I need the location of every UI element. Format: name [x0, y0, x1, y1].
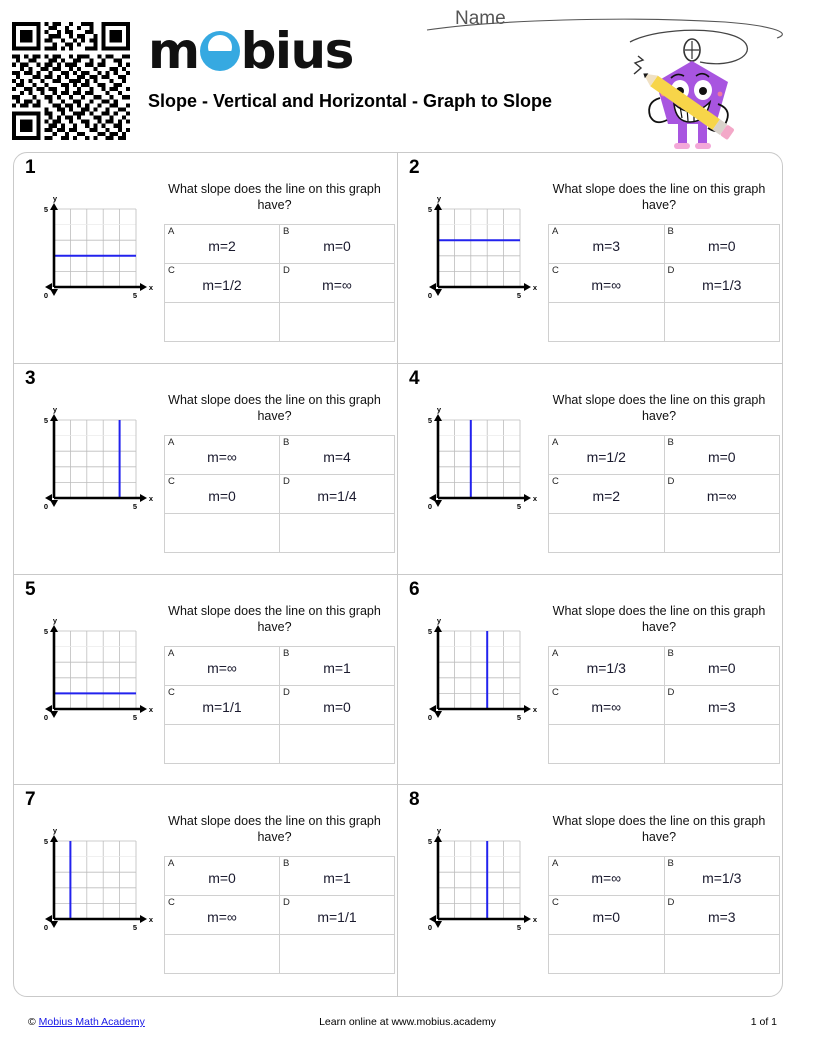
option-text: m=1/2	[586, 448, 626, 465]
coordinate-graph	[30, 823, 154, 941]
coordinate-graph	[30, 613, 154, 731]
option-text: m=∞	[706, 487, 737, 504]
option-letter: A	[168, 647, 175, 659]
logo-text-before: m	[148, 22, 199, 80]
option-text: m=∞	[591, 870, 622, 887]
option-letter: C	[552, 475, 559, 487]
graph-container	[398, 384, 548, 574]
question-prompt: What slope does the line on this graph have?	[552, 182, 766, 212]
option-text: m=1/2	[202, 277, 242, 293]
table-row	[165, 646, 395, 685]
copyright-link[interactable]: Mobius Math Academy	[38, 1016, 145, 1028]
option-letter: B	[283, 226, 290, 237]
option-text: m=∞	[207, 659, 237, 676]
answer-option-b[interactable]	[664, 435, 780, 474]
option-letter: C	[552, 897, 559, 909]
svg-text:5: 5	[132, 291, 138, 300]
answer-option-c[interactable]	[165, 474, 280, 513]
work-area-left[interactable]	[165, 303, 280, 342]
graph-container	[14, 805, 164, 996]
page-number: 1 of 1	[750, 1016, 777, 1028]
table-row	[165, 264, 395, 303]
answer-option-d[interactable]	[280, 685, 395, 724]
svg-text:y: y	[52, 404, 58, 414]
work-area-left[interactable]	[549, 935, 665, 974]
answer-option-b[interactable]	[664, 857, 780, 896]
option-letter: C	[168, 265, 175, 276]
option-text: m=∞	[591, 277, 622, 293]
work-area-left[interactable]	[165, 724, 280, 763]
answer-options-table	[548, 224, 780, 342]
question-number: 2	[409, 157, 420, 178]
question-prompt: What slope does the line on this graph have?	[552, 814, 766, 845]
answer-option-c[interactable]	[549, 264, 665, 303]
svg-text:5: 5	[516, 923, 522, 933]
table-row	[549, 857, 780, 896]
footer-learn-online-text: Learn online at www.mobius.academy	[319, 1016, 496, 1028]
option-text: m=0	[323, 238, 351, 254]
answer-options-table	[164, 224, 395, 342]
option-letter: D	[283, 686, 290, 698]
svg-text:x: x	[148, 283, 154, 292]
question-card	[14, 785, 398, 996]
option-text: m=0	[707, 238, 736, 254]
answer-option-b[interactable]	[280, 857, 395, 896]
graph-container	[398, 595, 548, 785]
graph-container	[14, 595, 164, 785]
coordinate-graph	[414, 823, 538, 941]
question-card	[398, 575, 782, 786]
graph-container	[398, 805, 548, 996]
svg-text:5: 5	[427, 205, 433, 214]
answer-option-a[interactable]	[165, 435, 280, 474]
answer-option-a[interactable]	[165, 857, 280, 896]
question-prompt: What slope does the line on this graph have?	[552, 392, 766, 423]
option-text: m=∞	[207, 909, 237, 926]
work-area-right[interactable]	[280, 724, 395, 763]
svg-text:y: y	[436, 404, 442, 414]
graph-container	[398, 173, 548, 363]
option-letter: D	[283, 475, 290, 487]
table-row	[165, 935, 395, 974]
option-text: m=1/4	[317, 487, 357, 504]
work-area-right[interactable]	[280, 513, 395, 552]
question-number: 1	[25, 157, 36, 178]
table-row	[549, 225, 780, 264]
question-number: 3	[25, 367, 36, 389]
option-text: m=0	[208, 487, 236, 504]
answer-option-b[interactable]	[664, 646, 780, 685]
table-row	[549, 435, 780, 474]
option-text: m=1/3	[702, 870, 742, 887]
question-card	[14, 153, 398, 364]
table-row	[165, 303, 395, 342]
table-row	[549, 513, 780, 552]
answer-option-c[interactable]	[549, 474, 665, 513]
answer-option-a[interactable]	[549, 435, 665, 474]
table-row	[549, 935, 780, 974]
option-letter: D	[667, 475, 675, 487]
svg-text:x: x	[532, 704, 538, 714]
logo-text-after: bius	[240, 22, 353, 80]
coordinate-graph	[414, 191, 538, 309]
answer-option-b[interactable]	[280, 646, 395, 685]
option-letter: B	[283, 647, 290, 659]
table-row	[165, 474, 395, 513]
option-letter: B	[283, 436, 290, 448]
qr-code-icon[interactable]	[12, 22, 130, 140]
option-letter: B	[667, 858, 674, 870]
svg-text:5: 5	[43, 626, 49, 636]
option-letter: B	[667, 226, 674, 237]
svg-text:0: 0	[43, 923, 49, 933]
svg-text:5: 5	[427, 837, 433, 847]
answer-option-b[interactable]	[664, 225, 780, 264]
question-number: 4	[409, 367, 420, 389]
work-area-right[interactable]	[664, 935, 780, 974]
table-row	[549, 896, 780, 935]
question-prompt: What slope does the line on this graph have?	[552, 603, 766, 634]
svg-text:0: 0	[427, 291, 433, 300]
graph-container	[14, 384, 164, 574]
answer-options-table	[548, 646, 780, 764]
svg-text:x: x	[148, 704, 154, 714]
name-label: Name	[455, 8, 506, 29]
page-title: Slope - Vertical and Horizontal - Graph to Slope	[148, 91, 553, 111]
page-header	[0, 0, 815, 148]
answer-option-d[interactable]	[664, 685, 780, 724]
option-letter: D	[667, 897, 675, 909]
svg-text:0: 0	[43, 291, 49, 300]
svg-text:x: x	[148, 915, 154, 925]
table-row	[165, 435, 395, 474]
answer-option-d[interactable]	[664, 264, 780, 303]
option-text: m=0	[707, 448, 736, 465]
option-text: m=2	[208, 238, 236, 254]
work-area-right[interactable]	[280, 303, 395, 342]
svg-text:5: 5	[43, 205, 49, 214]
answer-options-table	[164, 646, 395, 764]
svg-text:y: y	[52, 615, 58, 625]
svg-text:0: 0	[427, 501, 433, 511]
option-text: m=∞	[207, 448, 237, 465]
question-card	[398, 785, 782, 996]
answer-option-a[interactable]	[549, 225, 665, 264]
svg-text:y: y	[52, 194, 58, 203]
answer-option-c[interactable]	[549, 896, 665, 935]
question-card	[398, 153, 782, 364]
table-row	[549, 264, 780, 303]
work-area-left[interactable]	[549, 513, 665, 552]
table-row	[165, 857, 395, 896]
mobius-drop-circle-icon	[200, 31, 240, 71]
svg-text:5: 5	[132, 712, 138, 722]
option-letter: A	[552, 858, 559, 870]
option-letter: C	[552, 265, 559, 276]
option-letter: A	[168, 858, 175, 870]
coordinate-graph	[30, 402, 154, 520]
option-letter: C	[552, 686, 559, 698]
option-text: m=1	[323, 659, 351, 676]
question-card	[14, 364, 398, 575]
table-row	[165, 724, 395, 763]
option-text: m=0	[592, 909, 621, 926]
question-card	[398, 364, 782, 575]
table-row	[165, 225, 395, 264]
option-text: m=4	[323, 448, 351, 465]
svg-text:x: x	[532, 915, 538, 925]
answer-option-d[interactable]	[664, 896, 780, 935]
svg-text:y: y	[436, 615, 442, 625]
table-row	[165, 513, 395, 552]
svg-text:5: 5	[516, 501, 522, 511]
option-letter: A	[168, 226, 175, 237]
answer-options-table	[164, 435, 395, 553]
pentagon-mascot-with-pencil-icon	[630, 28, 750, 150]
option-text: m=1	[323, 870, 351, 887]
answer-option-d[interactable]	[280, 896, 395, 935]
svg-text:y: y	[52, 826, 58, 836]
table-row	[549, 724, 780, 763]
work-area-right[interactable]	[664, 303, 780, 342]
answer-option-d[interactable]	[280, 474, 395, 513]
answer-option-b[interactable]	[280, 225, 395, 264]
option-text: m=1/1	[317, 909, 357, 926]
answer-option-d[interactable]	[664, 474, 780, 513]
question-number: 7	[25, 789, 36, 811]
svg-text:0: 0	[427, 923, 433, 933]
svg-text:0: 0	[427, 712, 433, 722]
table-row	[549, 474, 780, 513]
svg-text:0: 0	[43, 501, 49, 511]
questions-grid	[13, 152, 783, 997]
coordinate-graph	[30, 191, 154, 309]
option-letter: C	[168, 686, 175, 698]
answer-option-a[interactable]	[549, 857, 665, 896]
option-text: m=0	[208, 870, 236, 887]
question-prompt: What slope does the line on this graph have?	[168, 603, 381, 634]
option-letter: D	[283, 265, 290, 276]
svg-text:5: 5	[132, 923, 138, 933]
work-area-left[interactable]	[165, 513, 280, 552]
option-letter: C	[168, 897, 175, 909]
svg-text:y: y	[436, 826, 442, 836]
coordinate-graph	[414, 402, 538, 520]
question-card	[14, 575, 398, 786]
svg-text:0: 0	[43, 712, 49, 722]
option-letter: D	[667, 265, 675, 276]
option-text: m=∞	[591, 698, 622, 715]
option-letter: D	[283, 897, 290, 909]
option-text: m=1/3	[586, 659, 626, 676]
work-area-left[interactable]	[165, 935, 280, 974]
option-letter: A	[552, 647, 559, 659]
answer-option-c[interactable]	[165, 896, 280, 935]
answer-options-table	[164, 856, 395, 974]
answer-option-c[interactable]	[165, 685, 280, 724]
option-text: m=3	[707, 698, 736, 715]
svg-text:x: x	[532, 493, 538, 503]
option-text: m=∞	[322, 277, 352, 293]
option-text: m=1/1	[202, 698, 242, 715]
option-text: m=2	[592, 487, 621, 504]
page-footer	[0, 1014, 815, 1042]
table-row	[165, 896, 395, 935]
work-area-left[interactable]	[549, 724, 665, 763]
question-number: 5	[25, 578, 36, 600]
option-letter: B	[667, 436, 674, 448]
table-row	[549, 303, 780, 342]
work-area-left[interactable]	[549, 303, 665, 342]
copyright-symbol: ©	[28, 1016, 36, 1028]
answer-option-c[interactable]	[165, 264, 280, 303]
svg-text:x: x	[532, 283, 538, 292]
answer-options-table	[548, 435, 780, 553]
question-number: 6	[409, 578, 420, 600]
question-prompt: What slope does the line on this graph have?	[168, 392, 381, 423]
answer-option-a[interactable]	[165, 225, 280, 264]
question-prompt: What slope does the line on this graph have?	[168, 814, 381, 845]
answer-option-a[interactable]	[549, 646, 665, 685]
graph-container	[14, 173, 164, 363]
answer-option-c[interactable]	[549, 685, 665, 724]
option-text: m=1/3	[702, 277, 742, 293]
option-letter: A	[552, 226, 559, 237]
option-text: m=0	[707, 659, 736, 676]
svg-text:5: 5	[427, 415, 433, 425]
svg-text:5: 5	[427, 626, 433, 636]
table-row	[549, 685, 780, 724]
svg-text:5: 5	[516, 291, 522, 300]
option-text: m=3	[592, 238, 621, 254]
coordinate-graph	[414, 613, 538, 731]
option-text: m=0	[323, 698, 351, 715]
table-row	[549, 646, 780, 685]
svg-text:5: 5	[132, 501, 138, 511]
work-area-right[interactable]	[664, 724, 780, 763]
question-prompt: What slope does the line on this graph have?	[168, 182, 381, 212]
svg-text:x: x	[148, 493, 154, 503]
option-text: m=3	[707, 909, 736, 926]
question-number: 8	[409, 789, 420, 811]
answer-options-table	[548, 856, 780, 974]
option-letter: B	[283, 858, 290, 870]
work-area-right[interactable]	[664, 513, 780, 552]
table-row	[165, 685, 395, 724]
option-letter: C	[168, 475, 175, 487]
work-area-right[interactable]	[280, 935, 395, 974]
option-letter: A	[168, 436, 175, 448]
option-letter: D	[667, 686, 675, 698]
option-letter: A	[552, 436, 559, 448]
answer-option-a[interactable]	[165, 646, 280, 685]
answer-option-d[interactable]	[280, 264, 395, 303]
answer-option-b[interactable]	[280, 435, 395, 474]
option-letter: B	[667, 647, 674, 659]
svg-text:y: y	[436, 194, 442, 203]
svg-text:5: 5	[516, 712, 522, 722]
svg-text:5: 5	[43, 415, 49, 425]
svg-text:5: 5	[43, 837, 49, 847]
